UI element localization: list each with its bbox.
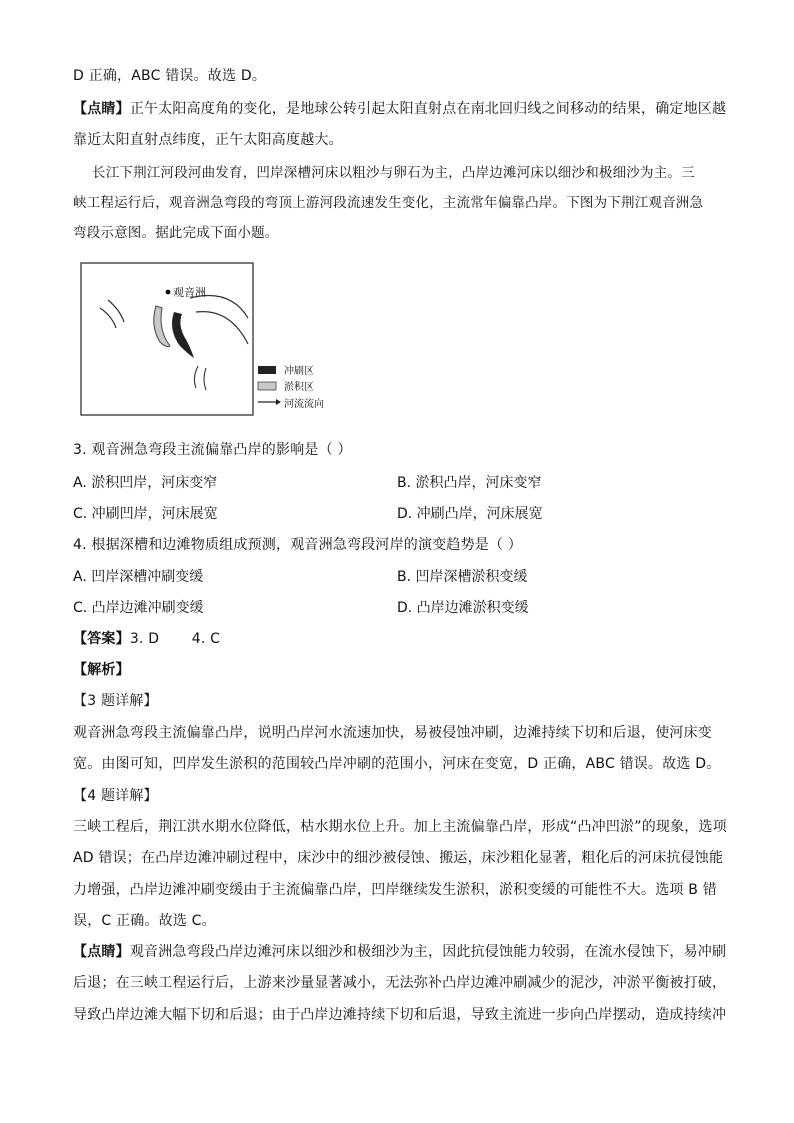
legend-label-flow: 河流流向 bbox=[284, 399, 324, 410]
passage-line: 弯段示意图。据此完成下面小题。 bbox=[73, 225, 279, 241]
q4-detail-text: 力增强，凸岸边滩冲刷变缓由于主流偏靠凸岸，凹岸继续发生淤积，淤积变缓的可能性不大。选项 B 错 bbox=[73, 882, 717, 898]
text-line: 靠近太阳直射点纬度，正午太阳高度越大。 bbox=[73, 132, 343, 148]
final-tip-line: 导致凸岸边滩大幅下切和后退；由于凸岸边滩持续下切和后退，导致主流进一步向凸岸摆动，造成持续冲 bbox=[73, 1007, 727, 1023]
q3-detail-text: 宽。由图可知，凹岸发生淤积的范围较凸岸冲刷的范围小，河床在变宽，D 正确，ABC 错误。故选 D。 bbox=[73, 756, 721, 772]
legend-swatch-deposition bbox=[258, 382, 276, 390]
tip-tag: 【点睛】 bbox=[73, 944, 130, 960]
passage-line: 长江下荆江河段河曲发育，凹岸深槽河床以粗沙与卵石为主，凸岸边滩河床以细沙和极细沙为主。三 bbox=[92, 165, 695, 181]
answer-tag: 【答案】 bbox=[73, 631, 130, 647]
final-tip-line bbox=[73, 942, 726, 962]
q3-option-d[interactable]: D. 冲刷凸岸，河床展宽 bbox=[397, 506, 543, 522]
q4-option-d[interactable]: D. 凸岸边滩淤积变缓 bbox=[397, 600, 529, 616]
q3-detail-text: 观音洲急弯段主流偏靠凸岸，说明凸岸河水流速加快，易被侵蚀冲刷，边滩持续下切和后退，使河床变 bbox=[73, 725, 712, 741]
legend-label-deposition: 淤积区 bbox=[284, 382, 314, 393]
legend-swatch-erosion bbox=[258, 366, 276, 374]
question-3-stem: 3. 观音洲急弯段主流偏靠凸岸的影响是（ ） bbox=[73, 442, 352, 458]
q4-option-a[interactable]: A. 凹岸深槽冲刷变缓 bbox=[73, 569, 204, 585]
river-map bbox=[80, 258, 330, 418]
q4-detail-text: AD 错误；在凸岸边滩冲刷过程中，床沙中的细沙被侵蚀、搬运，床沙粗化显著，粗化后的河床抗侵蚀能 bbox=[73, 850, 724, 866]
answer-text: 3. D 4. C bbox=[129, 631, 221, 647]
tip-text: 观音洲急弯段凸岸边滩河床以细沙和极细沙为主，因此抗侵蚀能力较弱，在流水侵蚀下，易冲刷 bbox=[129, 944, 727, 960]
river-bank-line bbox=[196, 312, 248, 344]
tip-line bbox=[73, 99, 726, 119]
q4-detail-heading: 【4 题详解】 bbox=[73, 788, 158, 804]
answer-line bbox=[73, 629, 220, 649]
tip-tag: 【点睛】 bbox=[73, 101, 130, 117]
erosion-area bbox=[172, 312, 194, 358]
river-bank-line bbox=[100, 308, 116, 328]
passage-line: 峡工程运行后，观音洲急弯段的弯顶上游河段流速发生变化，主流常年偏靠凸岸。下图为下荆江观音洲急 bbox=[73, 195, 704, 211]
q3-option-a[interactable]: A. 淤积凹岸，河床变窄 bbox=[73, 475, 218, 491]
tip-text: 正午太阳高度角的变化，是地球公转引起太阳直射点在南北回归线之间移动的结果，确定地区越 bbox=[129, 101, 727, 117]
deposition-area bbox=[154, 306, 170, 347]
q4-option-c[interactable]: C. 凸岸边滩冲刷变缓 bbox=[73, 600, 204, 616]
flow-arrow-icon bbox=[276, 399, 281, 405]
place-marker bbox=[166, 290, 171, 295]
q3-option-c[interactable]: C. 冲刷凹岸，河床展宽 bbox=[73, 506, 218, 522]
place-label: 观音洲 bbox=[173, 286, 206, 299]
analysis-tag: 【解析】 bbox=[73, 662, 130, 678]
river-bank-line bbox=[108, 300, 124, 322]
river-bank-line bbox=[204, 368, 206, 390]
q3-option-b[interactable]: B. 淤积凸岸，河床变窄 bbox=[397, 475, 542, 491]
legend-label-erosion: 冲刷区 bbox=[284, 366, 314, 377]
q4-detail-text: 三峡工程后，荆江洪水期水位降低，枯水期水位上升。加上主流偏靠凸岸，形成“凸冲凹淤”的现象，选项 bbox=[73, 819, 727, 835]
q4-detail-text: 误，C 正确。故选 C。 bbox=[73, 913, 216, 929]
river-bend-figure bbox=[80, 258, 330, 418]
q4-option-b[interactable]: B. 凹岸深槽淤积变缓 bbox=[397, 569, 528, 585]
text-line: D 正确，ABC 错误。故选 D。 bbox=[73, 68, 267, 84]
map-frame bbox=[81, 263, 253, 415]
final-tip-line: 后退；在三峡工程运行后，上游来沙量显著减小，无法弥补凸岸边滩冲刷减少的泥沙，冲淤平衡被打破， bbox=[73, 975, 727, 991]
river-bank-line bbox=[194, 366, 198, 388]
question-4-stem: 4. 根据深槽和边滩物质组成预测，观音洲急弯段河岸的演变趋势是（ ） bbox=[73, 537, 523, 553]
q3-detail-heading: 【3 题详解】 bbox=[73, 693, 158, 709]
